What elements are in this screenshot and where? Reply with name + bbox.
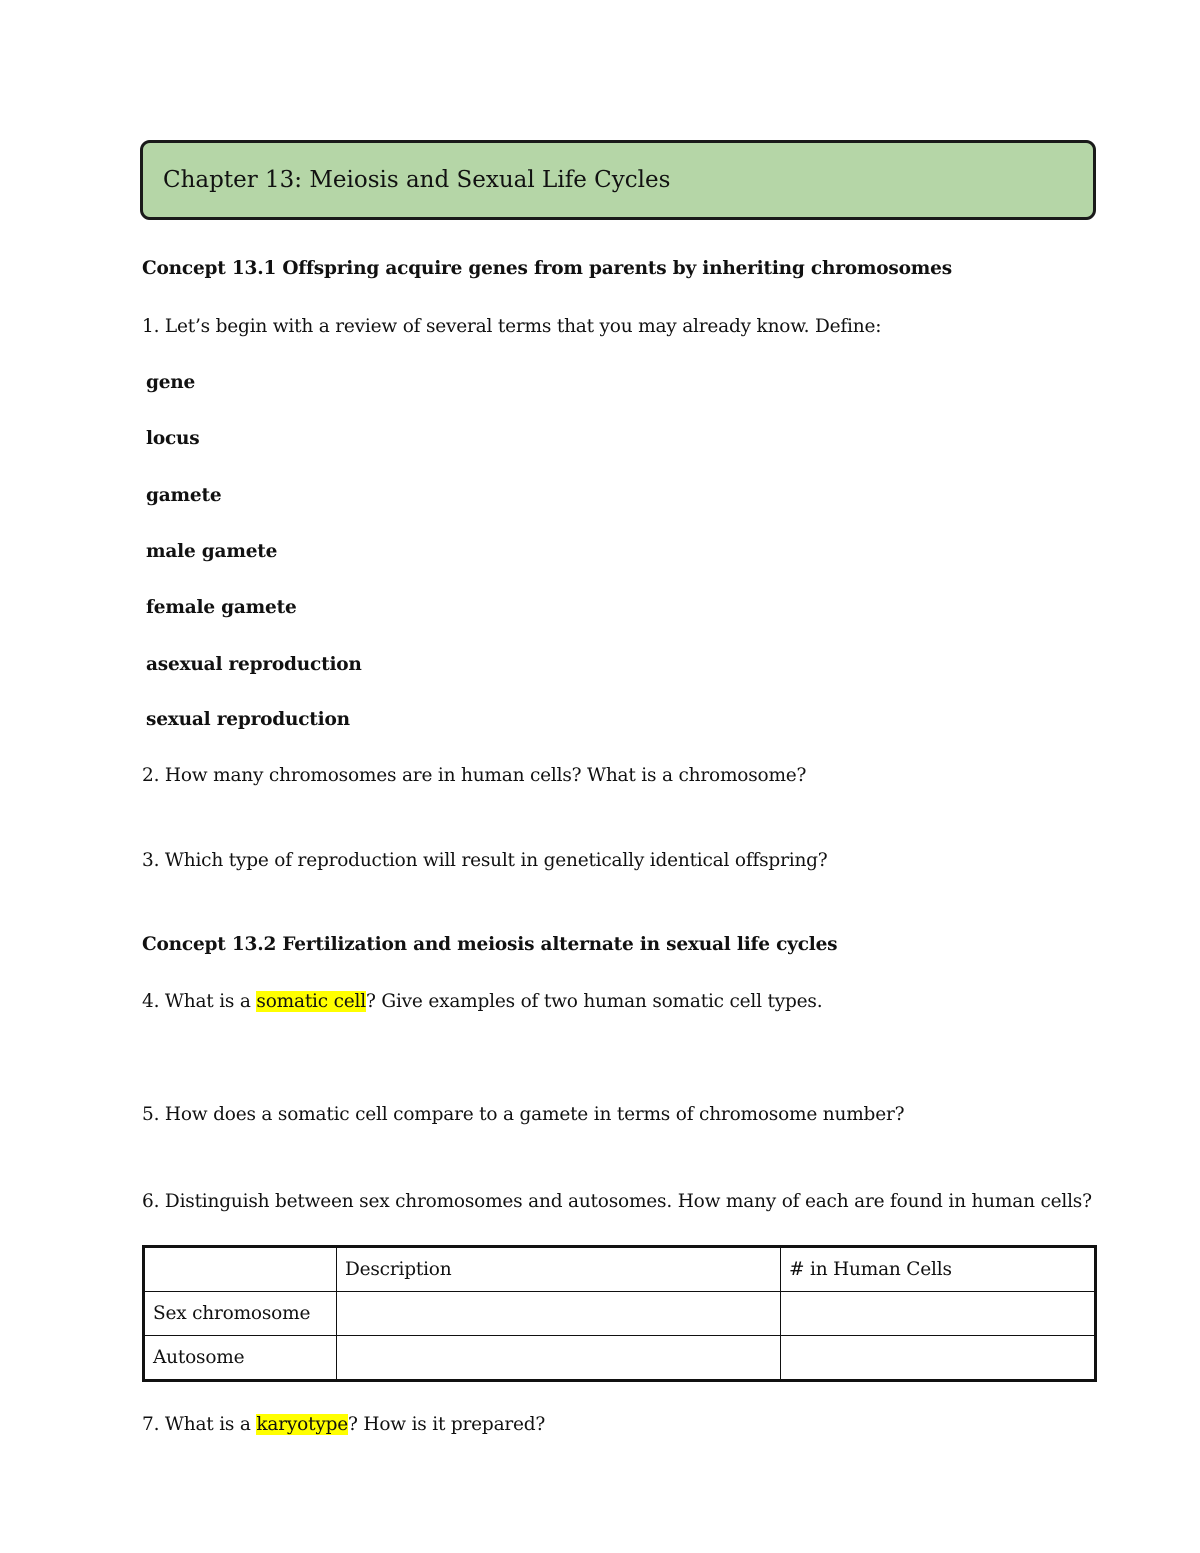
term-asexual-reproduction: asexual reproduction: [146, 654, 362, 675]
table-cell[interactable]: [337, 1292, 781, 1336]
term-locus: locus: [146, 428, 200, 449]
table-cell[interactable]: [781, 1336, 1096, 1381]
question-6: 6. Distinguish between sex chromosomes and autosomes. How many of each are found in human cells?: [142, 1191, 1092, 1212]
question-4: [142, 991, 822, 1012]
chapter-title: Chapter 13: Meiosis and Sexual Life Cycles: [163, 167, 671, 193]
highlighted-term-somatic-cell: somatic cell: [256, 991, 366, 1012]
question-2: 2. How many chromosomes are in human cells? What is a chromosome?: [142, 765, 807, 786]
table-header-cell: [144, 1247, 337, 1292]
concept-13-1-heading: Concept 13.1 Offspring acquire genes from parents by inheriting chromosomes: [142, 258, 952, 279]
question-4-text-start: 4. What is a: [142, 991, 257, 1012]
term-sexual-reproduction: sexual reproduction: [146, 709, 350, 730]
table-cell[interactable]: [781, 1292, 1096, 1336]
question-7-text-end: ? How is it prepared?: [347, 1414, 546, 1435]
question-7: [142, 1414, 545, 1435]
table-row: [144, 1336, 1096, 1381]
highlighted-term-karyotype: karyotype: [256, 1414, 348, 1435]
chromosome-table: [142, 1245, 1097, 1382]
question-3: 3. Which type of reproduction will result in genetically identical offspring?: [142, 850, 828, 871]
table-row-label: Sex chromosome: [144, 1292, 337, 1336]
term-gene: gene: [146, 372, 196, 393]
term-gamete: gamete: [146, 485, 222, 506]
question-4-text-end: ? Give examples of two human somatic cell types.: [365, 991, 823, 1012]
table-header-cell: # in Human Cells: [781, 1247, 1096, 1292]
table-cell[interactable]: [337, 1336, 781, 1381]
concept-13-2-heading: Concept 13.2 Fertilization and meiosis alternate in sexual life cycles: [142, 934, 838, 955]
question-1: 1. Let’s begin with a review of several terms that you may already know. Define:: [142, 316, 882, 337]
question-5: 5. How does a somatic cell compare to a gamete in terms of chromosome number?: [142, 1104, 905, 1125]
table-row-label: Autosome: [144, 1336, 337, 1381]
term-male-gamete: male gamete: [146, 541, 278, 562]
table-header-row: [144, 1247, 1096, 1292]
term-female-gamete: female gamete: [146, 597, 297, 618]
table-header-cell: Description: [337, 1247, 781, 1292]
chapter-title-box: [140, 140, 1096, 220]
question-7-text-start: 7. What is a: [142, 1414, 257, 1435]
table-row: [144, 1292, 1096, 1336]
